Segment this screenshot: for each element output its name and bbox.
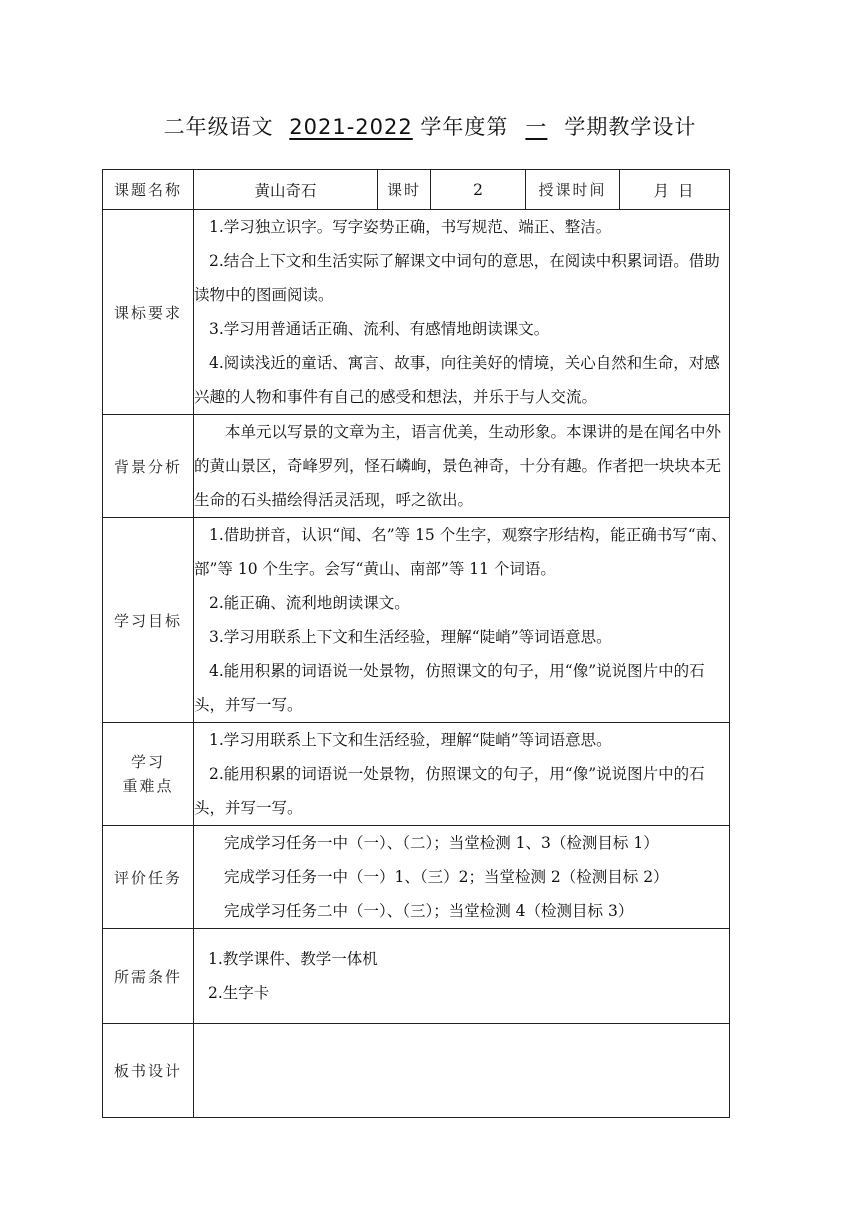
objectives-line: 1.借助拼音，认识“闻、名”等 15 个生字，观察字形结构，能正确书写“南、部”等 10 个生字。会写“黄山、南部”等 11 个词语。 [194,526,727,578]
background-label: 背景分析 [103,415,194,518]
board-row [103,1024,730,1118]
title-middle: 学年度第 [420,115,509,139]
title-term: 一 [525,115,548,139]
conditions-row [103,929,730,1024]
assessment-content [194,826,730,929]
key-points-line: 1.学习用联系上下文和生活经验，理解“陡峭”等词语意思。 [209,731,612,749]
objectives-content [194,518,730,723]
document-title [0,111,860,141]
lesson-plan-table [102,169,730,1118]
background-row [103,415,730,518]
title-years: 2021-2022 [289,115,413,139]
title-suffix: 学期教学设计 [564,115,697,139]
background-content [194,415,730,518]
key-points-label-line1: 学习 [130,753,165,771]
background-text: 本单元以写景的文章为主，语言优美，生动形象。本课讲的是在闻名中外的黄山景区，奇峰罗列，怪石嶙峋，景色神奇，十分有趣。作者把一块块本无生命的石头描绘得活灵活现，呼之欲出。 [194,423,722,509]
topic-value: 黄山奇石 [194,170,378,210]
assessment-line: 完成学习任务二中（一）、（三）；当堂检测 4（检测目标 3） [224,902,634,920]
assessment-line: 完成学习任务一中（一）、（二）；当堂检测 1、3（检测目标 1） [224,834,659,852]
key-points-label-line2: 重难点 [122,777,174,795]
periods-label: 课时 [378,170,431,210]
board-content [194,1024,730,1118]
standards-line: 3.学习用普通话正确、流利、有感情地朗读课文。 [209,320,550,338]
topic-label: 课题名称 [103,170,194,210]
standards-content [194,210,730,415]
objectives-line: 4.能用积累的词语说一处景物，仿照课文的句子，用“像”说说图片中的石头，并写一写。 [194,662,705,714]
board-label: 板书设计 [103,1024,194,1118]
standards-label: 课标要求 [103,210,194,415]
assessment-row [103,826,730,929]
objectives-label: 学习目标 [103,518,194,723]
standards-line: 1.学习独立识字。写字姿势正确，书写规范、端正、整洁。 [209,218,612,236]
time-label: 授课时间 [526,170,620,210]
conditions-line: 2.生字卡 [208,984,270,1002]
standards-line: 4.阅读浅近的童话、寓言、故事，向往美好的情境，关心自然和生命，对感兴趣的人物和事件有自己的感受和想法，并乐于与人交流。 [194,354,720,406]
conditions-label: 所需条件 [103,929,194,1024]
assessment-label: 评价任务 [103,826,194,929]
key-points-row [103,723,730,826]
periods-value: 2 [431,170,526,210]
objectives-row [103,518,730,723]
standards-line: 2.结合上下文和生活实际了解课文中词句的意思，在阅读中积累词语。借助读物中的图画阅读。 [194,252,720,304]
objectives-line: 2.能正确、流利地朗读课文。 [209,594,410,612]
title-prefix: 二年级语文 [163,115,274,139]
assessment-line: 完成学习任务一中（一）1、（三）2；当堂检测 2（检测目标 2） [224,868,669,886]
conditions-content [194,929,730,1024]
standards-row [103,210,730,415]
time-value: 月 日 [620,170,730,210]
header-row [103,170,730,210]
conditions-line: 1.教学课件、教学一体机 [208,950,378,968]
key-points-line: 2.能用积累的词语说一处景物，仿照课文的句子，用“像”说说图片中的石头，并写一写。 [194,765,705,817]
objectives-line: 3.学习用联系上下文和生活经验，理解“陡峭”等词语意思。 [209,628,612,646]
key-points-content [194,723,730,826]
key-points-label [103,723,194,826]
